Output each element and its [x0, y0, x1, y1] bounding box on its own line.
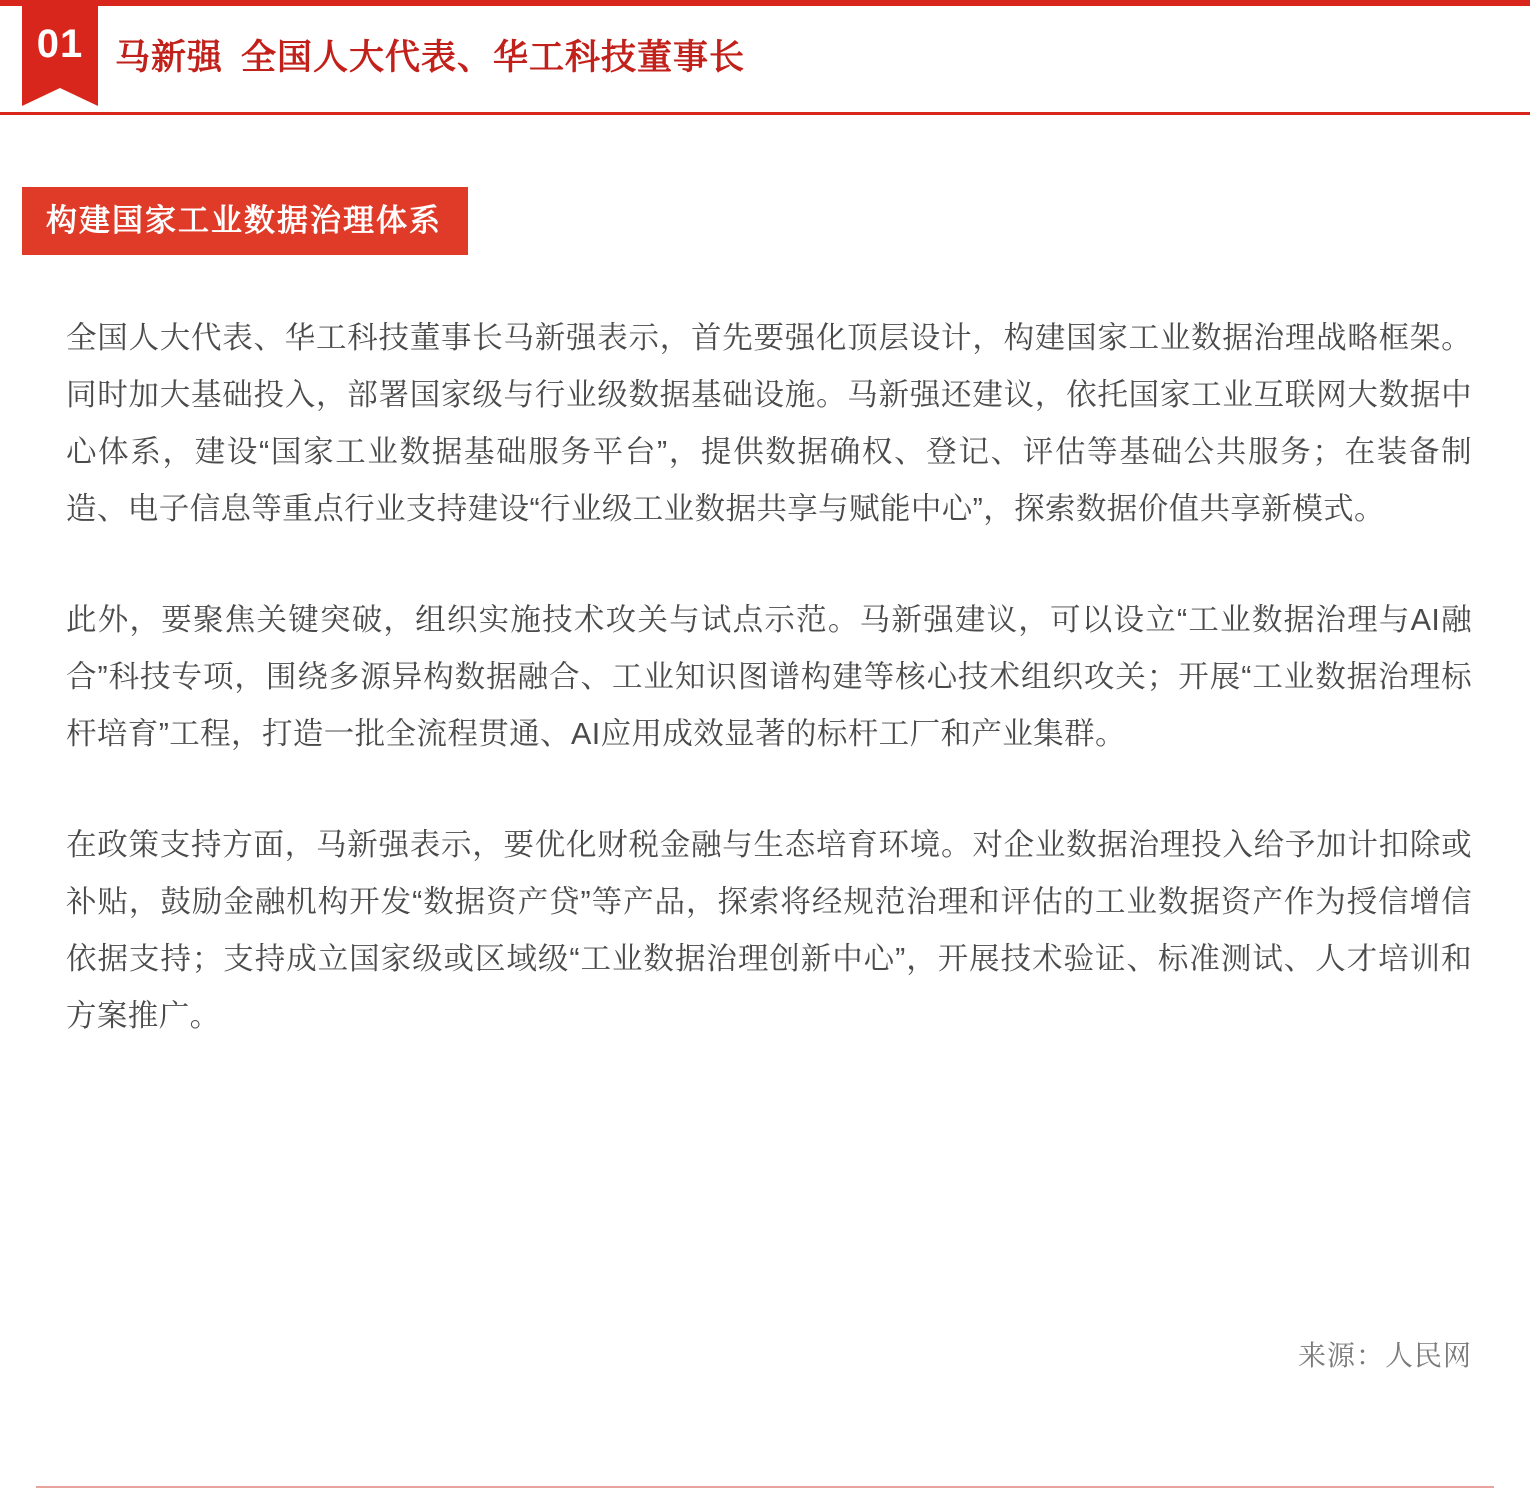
speaker-title: 全国人大代表、华工科技董事长: [241, 38, 746, 77]
header-divider: [0, 112, 1530, 115]
card-header: [0, 0, 1530, 112]
ribbon-tail-right-icon: [60, 88, 98, 106]
speaker-name: 马新强: [115, 38, 224, 77]
paragraph: 此外，要聚焦关键突破，组织实施技术攻关与试点示范。马新强建议，可以设立“工业数据治理与AI融合”科技专项，围绕多源异构数据融合、工业知识图谱构建等核心技术组织攻关；开展“工业数据治理标杆培育”工程，打造一批全流程贯通、AI应用成效显著的标杆工厂和产业集群。: [66, 603, 1472, 751]
header-title: [115, 30, 745, 80]
rank-number: 01: [36, 22, 84, 66]
ribbon-tail-left-icon: [22, 88, 60, 106]
section-tag: 构建国家工业数据治理体系: [22, 187, 468, 255]
rank-ribbon: [22, 6, 98, 106]
paragraph: 在政策支持方面，马新强表示，要优化财税金融与生态培育环境。对企业数据治理投入给予加计扣除或补贴，鼓励金融机构开发“数据资产贷”等产品，探索将经规范治理和评估的工业数据资产作为授信增信依据支持；支持成立国家级或区域级“工业数据治理创新中心”，开展技术验证、标准测试、人才培训和方案推广。: [66, 828, 1472, 1033]
source-label: 来源：人民网: [1297, 1340, 1472, 1371]
paragraph: 全国人大代表、华工科技董事长马新强表示，首先要强化顶层设计，构建国家工业数据治理战略框架。同时加大基础投入，部署国家级与行业级数据基础设施。马新强还建议，依托国家工业互联网大数据中心体系，建设“国家工业数据基础服务平台”，提供数据确权、登记、评估等基础公共服务；在装备制造、电子信息等重点行业支持建设“行业级工业数据共享与赋能中心”，探索数据价值共享新模式。: [66, 321, 1472, 526]
article-content: [66, 310, 1472, 1045]
